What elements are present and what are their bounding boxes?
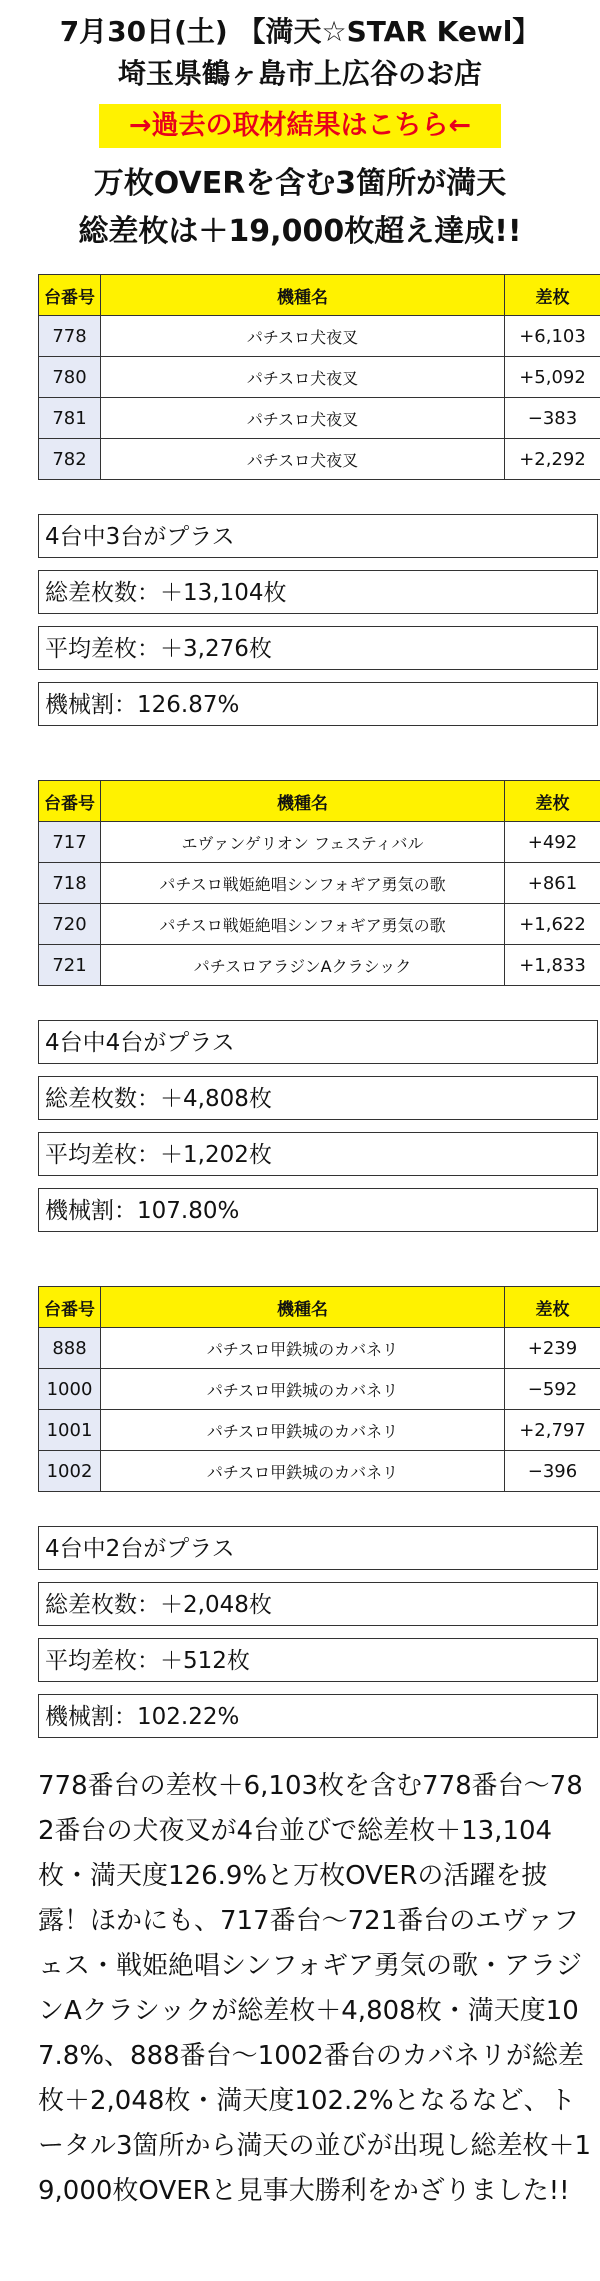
- cell-num: 780: [39, 357, 101, 398]
- cell-num: 888: [39, 1328, 101, 1369]
- cell-num: 1002: [39, 1451, 101, 1492]
- results-groups: [0, 274, 600, 1738]
- cell-num: 1001: [39, 1410, 101, 1451]
- headline-2: 総差枚は＋19,000枚超え達成!!: [78, 214, 522, 249]
- summary-box: 機械割：126.87%: [38, 682, 598, 726]
- cell-name: パチスロ犬夜叉: [101, 357, 505, 398]
- table-row: [39, 945, 600, 986]
- cell-name: パチスロアラジンAクラシック: [101, 945, 505, 986]
- headline-1: 万枚OVERを含む3箇所が満天: [93, 166, 507, 201]
- summary-box: 総差枚数：＋2,048枚: [38, 1582, 598, 1626]
- summary-box: 総差枚数：＋4,808枚: [38, 1076, 598, 1120]
- summary-box: 4台中2台がプラス: [38, 1526, 598, 1570]
- cell-name: パチスロ犬夜叉: [101, 316, 505, 357]
- cell-diff: −383: [505, 398, 600, 439]
- cell-diff: +2,292: [505, 439, 600, 480]
- cell-diff: −396: [505, 1451, 600, 1492]
- cell-diff: +6,103: [505, 316, 600, 357]
- summary-box: 平均差枚：＋1,202枚: [38, 1132, 598, 1176]
- results-table-3: [38, 1286, 600, 1492]
- table-row: [39, 316, 600, 357]
- results-table-1: [38, 274, 600, 480]
- table-header-row: [39, 781, 600, 822]
- column-header-name: 機種名: [101, 275, 505, 316]
- column-header-num: 台番号: [39, 275, 101, 316]
- cell-num: 717: [39, 822, 101, 863]
- column-header-num: 台番号: [39, 781, 101, 822]
- table-row: [39, 1328, 600, 1369]
- cell-num: 782: [39, 439, 101, 480]
- table-row: [39, 1369, 600, 1410]
- table-row: [39, 822, 600, 863]
- cell-diff: +5,092: [505, 357, 600, 398]
- cell-name: パチスロ甲鉄城のカバネリ: [101, 1328, 505, 1369]
- column-header-diff: 差枚: [505, 781, 600, 822]
- cell-diff: +239: [505, 1328, 600, 1369]
- date-store-title: 7月30日(土) 【満天☆STAR Kewl】: [59, 15, 541, 48]
- cell-name: パチスロ戦姫絶唱シンフォギア勇気の歌: [101, 863, 505, 904]
- table-row: [39, 357, 600, 398]
- summary-box: 4台中3台がプラス: [38, 514, 598, 558]
- cell-name: パチスロ戦姫絶唱シンフォギア勇気の歌: [101, 904, 505, 945]
- table-row: [39, 904, 600, 945]
- table-row: [39, 1451, 600, 1492]
- cell-name: パチスロ犬夜叉: [101, 439, 505, 480]
- cell-name: エヴァンゲリオン フェスティバル: [101, 822, 505, 863]
- cell-name: パチスロ甲鉄城のカバネリ: [101, 1369, 505, 1410]
- table-header-row: [39, 275, 600, 316]
- cell-name: パチスロ甲鉄城のカバネリ: [101, 1451, 505, 1492]
- table-row: [39, 398, 600, 439]
- cell-diff: +861: [505, 863, 600, 904]
- summary-box: 平均差枚：＋512枚: [38, 1638, 598, 1682]
- cell-name: パチスロ甲鉄城のカバネリ: [101, 1410, 505, 1451]
- cell-num: 718: [39, 863, 101, 904]
- cell-diff: +1,622: [505, 904, 600, 945]
- summary-box: 機械割：107.80%: [38, 1188, 598, 1232]
- summary-box: 総差枚数：＋13,104枚: [38, 570, 598, 614]
- table-row: [39, 1410, 600, 1451]
- cell-num: 1000: [39, 1369, 101, 1410]
- summary-box: 4台中4台がプラス: [38, 1020, 598, 1064]
- cell-diff: +492: [505, 822, 600, 863]
- summary-box: 平均差枚：＋3,276枚: [38, 626, 598, 670]
- cell-num: 721: [39, 945, 101, 986]
- cell-num: 720: [39, 904, 101, 945]
- results-table-2: [38, 780, 600, 986]
- column-header-name: 機種名: [101, 781, 505, 822]
- table-row: [39, 863, 600, 904]
- cell-name: パチスロ犬夜叉: [101, 398, 505, 439]
- column-header-num: 台番号: [39, 1287, 101, 1328]
- table-header-row: [39, 1287, 600, 1328]
- cell-num: 778: [39, 316, 101, 357]
- cell-diff: −592: [505, 1369, 600, 1410]
- summary-paragraph: 778番台の差枚＋6,103枚を含む778番台〜782番台の犬夜叉が4台並びで総差枚＋13,104枚・満天度126.9%と万枚OVERの活躍を披露！ほかにも、717番台〜721番台のエヴァフェス・戦姫絶唱シンフォギア勇気の歌・アラジンAクラシックが総差枚＋4,808枚・満天度107.8%、888番台〜1002番台のカバネリが総差枚＋2,048枚・満天度102.2%となるなど、トータル3箇所から満天の並びが出現し総差枚＋19,000枚OVERと見事大勝利をかざりました!!: [38, 1771, 592, 2206]
- table-row: [39, 439, 600, 480]
- cell-diff: +1,833: [505, 945, 600, 986]
- past-results-link[interactable]: →過去の取材結果はこちら←: [99, 104, 501, 148]
- cell-diff: +2,797: [505, 1410, 600, 1451]
- store-location: 埼玉県鶴ヶ島市上広谷のお店: [117, 57, 482, 90]
- summary-box: 機械割：102.22%: [38, 1694, 598, 1738]
- column-header-diff: 差枚: [505, 1287, 600, 1328]
- column-header-diff: 差枚: [505, 275, 600, 316]
- cell-num: 781: [39, 398, 101, 439]
- column-header-name: 機種名: [101, 1287, 505, 1328]
